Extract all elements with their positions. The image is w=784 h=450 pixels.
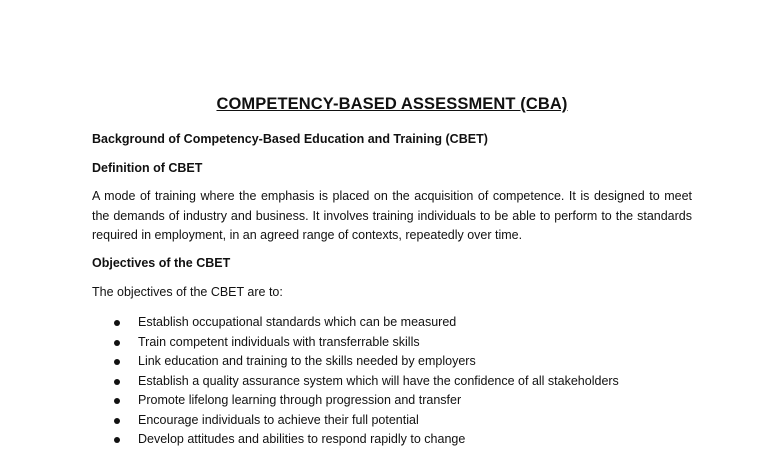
list-item-text: Establish occupational standards which can be measured: [138, 315, 457, 329]
list-item: [114, 352, 619, 372]
bullet-icon: [114, 359, 120, 365]
bullet-icon: [114, 437, 120, 443]
bullet-icon: [114, 418, 120, 424]
definition-heading: Definition of CBET: [92, 161, 203, 175]
list-item-text: Promote lifelong learning through progression and transfer: [138, 393, 462, 407]
list-item-text: Train competent individuals with transferrable skills: [138, 334, 420, 349]
list-item: [114, 372, 619, 392]
bullet-icon: [114, 340, 120, 346]
list-item-text: Link education and training to the skills needed by employers: [138, 354, 476, 368]
document-title: COMPETENCY-BASED ASSESSMENT (CBA): [216, 95, 568, 113]
objectives-list: [114, 313, 619, 450]
background-heading: Background of Competency-Based Education and Training (CBET): [92, 132, 488, 146]
list-item: [114, 411, 619, 431]
list-item-text: Encourage individuals to achieve their full potential: [138, 412, 419, 427]
list-item: [114, 313, 619, 333]
list-item-text: Establish a quality assurance system which will have the confidence of all stakeholders: [138, 373, 619, 388]
objectives-heading: Objectives of the CBET: [92, 256, 231, 270]
objectives-intro: The objectives of the CBET are to:: [92, 285, 283, 299]
list-item-text: Develop attitudes and abilities to respond rapidly to change: [138, 432, 466, 446]
list-item: [114, 333, 619, 353]
definition-paragraph: A mode of training where the emphasis is placed on the acquisition of competence. It is designed to meet the demands of industry and business. It involves training individuals to be able to perform to the standards required in employment, in an agreed range of contexts, repeatedly over time.: [92, 189, 692, 242]
list-item: [114, 391, 619, 411]
bullet-icon: [114, 398, 120, 404]
bullet-icon: [114, 379, 120, 385]
bullet-icon: [114, 320, 120, 326]
list-item: [114, 430, 619, 450]
